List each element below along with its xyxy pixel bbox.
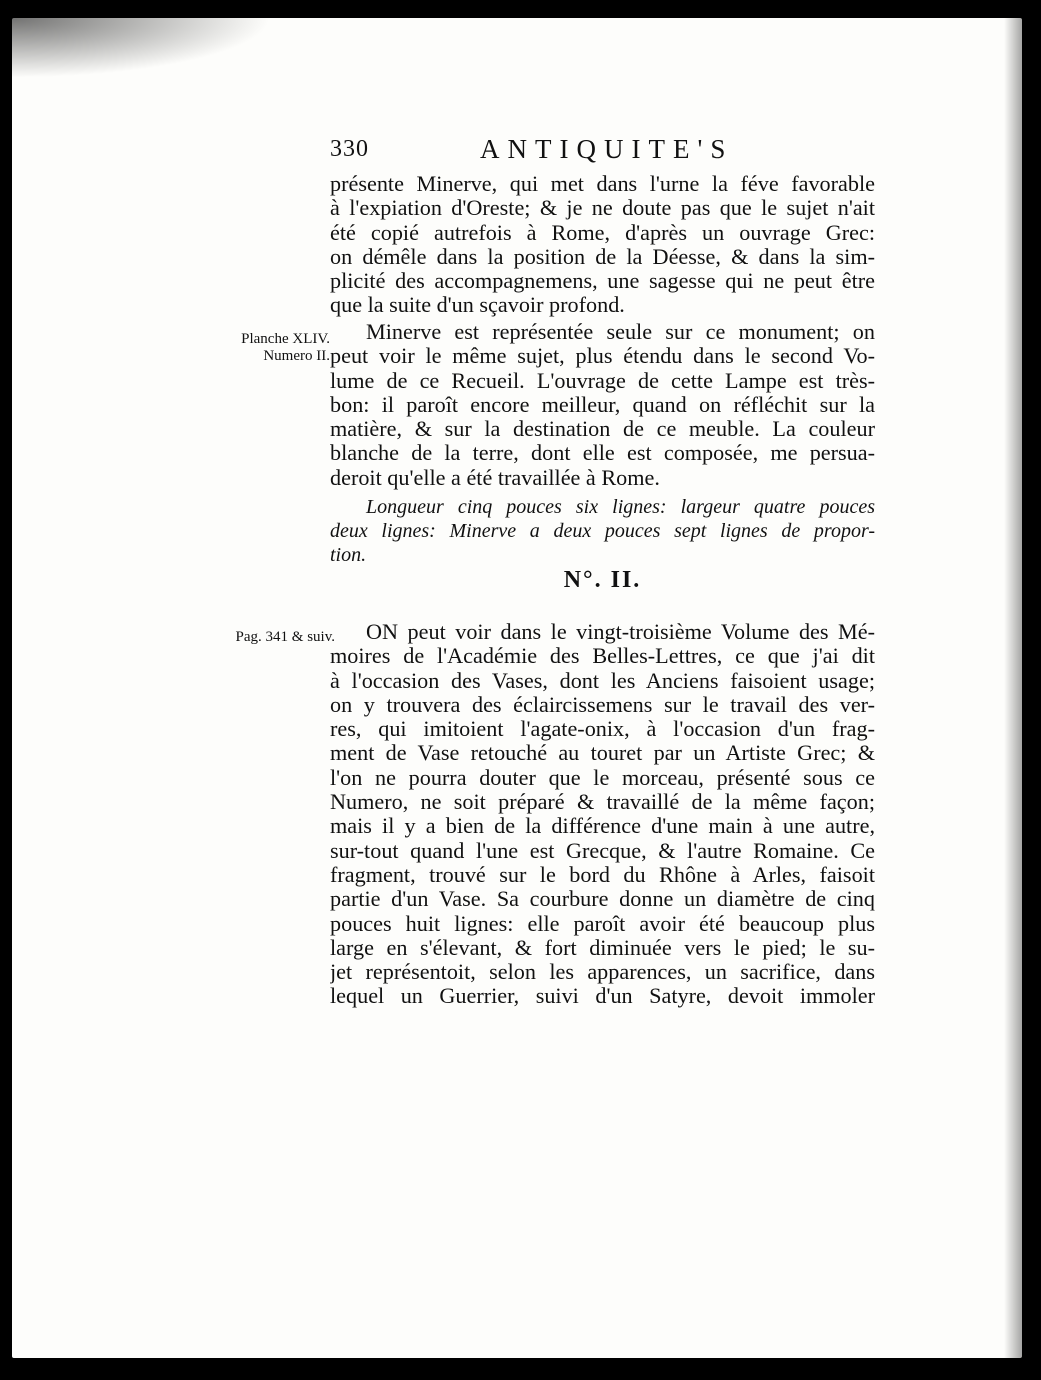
text-line: blanche de la terre, dont elle est composée, me persua- <box>330 441 875 466</box>
dimensions-note <box>330 495 875 567</box>
text-line: jet représentoit, selon les apparences, un sacrifice, dans <box>330 960 875 985</box>
text-line: tion. <box>330 544 367 566</box>
text-line: deux lignes: Minerve a deux pouces sept lignes de propor- <box>330 520 875 542</box>
text-line: que la suite d'un sçavoir profond. <box>330 293 625 318</box>
text-line: à l'occasion des Vases, dont les Anciens faisoient usage; <box>330 668 875 693</box>
margin-note-plate-line: Planche XLIV. <box>241 331 330 347</box>
text-line: présente Minerve, qui met dans l'urne la féve favorable <box>330 172 875 196</box>
margin-note-page-ref: Pag. 341 & suiv. <box>235 629 335 645</box>
text-line: Minerve est représentée seule sur ce monument; on <box>366 320 875 344</box>
text-line: sur-tout quand l'une est Grecque, & l'autre Romaine. Ce <box>330 838 875 863</box>
scan-shadow-right <box>1004 18 1022 1358</box>
text-line: été copié autrefois à Rome, d'après un ouvrage Grec: <box>330 220 875 245</box>
text-line: on démêle dans la position de la Déesse, & dans la sim- <box>330 244 875 269</box>
text-line: Longueur cinq pouces six lignes: largeur quatre pouces <box>366 496 875 518</box>
text-line: res, qui imitoient l'agate-onix, à l'occasion d'un frag- <box>330 717 875 742</box>
text-line: deroit qu'elle a été travaillée à Rome. <box>330 465 660 490</box>
text-line: l'on ne pourra douter que le morceau, présenté sous ce <box>330 765 875 790</box>
text-line: pouces huit lignes: elle paroît avoir été beaucoup plus <box>330 911 875 936</box>
margin-note-number-line: Numero II. <box>263 348 330 364</box>
text-line: à l'expiation d'Oreste; & je ne doute pas que le sujet n'ait <box>330 196 875 221</box>
paragraph-2 <box>330 320 875 490</box>
text-line: fragment, trouvé sur le bord du Rhône à Arles, faisoit <box>330 862 875 887</box>
text-line: matière, & sur la destination de ce meuble. La couleur <box>330 417 875 442</box>
paragraph-3 <box>330 620 875 1009</box>
text-line: Numero, ne soit préparé & travaillé de la même façon; <box>330 790 875 815</box>
running-title: ANTIQUITE'S <box>480 134 734 164</box>
page-number: 330 <box>330 136 369 162</box>
text-line: mais il y a bien de la différence d'une main à une autre, <box>330 814 875 839</box>
text-line: partie d'un Vase. Sa courbure donne un diamètre de cinq <box>330 887 875 912</box>
margin-note-plate <box>200 331 330 365</box>
section-heading: N°. II. <box>563 567 642 593</box>
page-header <box>330 130 875 170</box>
text-line: moires de l'Académie des Belles-Lettres, ce que j'ai dit <box>330 644 875 669</box>
text-line: on y trouvera des éclaircissemens sur le travail des ver- <box>330 692 875 717</box>
text-line: ment de Vase retouché au touret par un Artiste Grec; & <box>330 741 875 766</box>
paragraph-1 <box>330 172 875 318</box>
text-line: peut voir le même sujet, plus étendu dans le second Vo- <box>330 344 875 369</box>
scan-shadow-top-left <box>12 18 272 78</box>
text-line: lume de ce Recueil. L'ouvrage de cette Lampe est très- <box>330 368 875 393</box>
text-line: ON peut voir dans le vingt-troisième Volume des Mé- <box>366 620 875 644</box>
text-line: large en s'élevant, & fort diminuée vers le pied; le su- <box>330 935 875 960</box>
text-line: lequel un Guerrier, suivi d'un Satyre, devoit immoler <box>330 984 875 1009</box>
text-line: plicité des accompagnemens, une sagesse qui ne peut être <box>330 269 875 294</box>
text-line: bon: il paroît encore meilleur, quand on réfléchit sur la <box>330 392 875 417</box>
